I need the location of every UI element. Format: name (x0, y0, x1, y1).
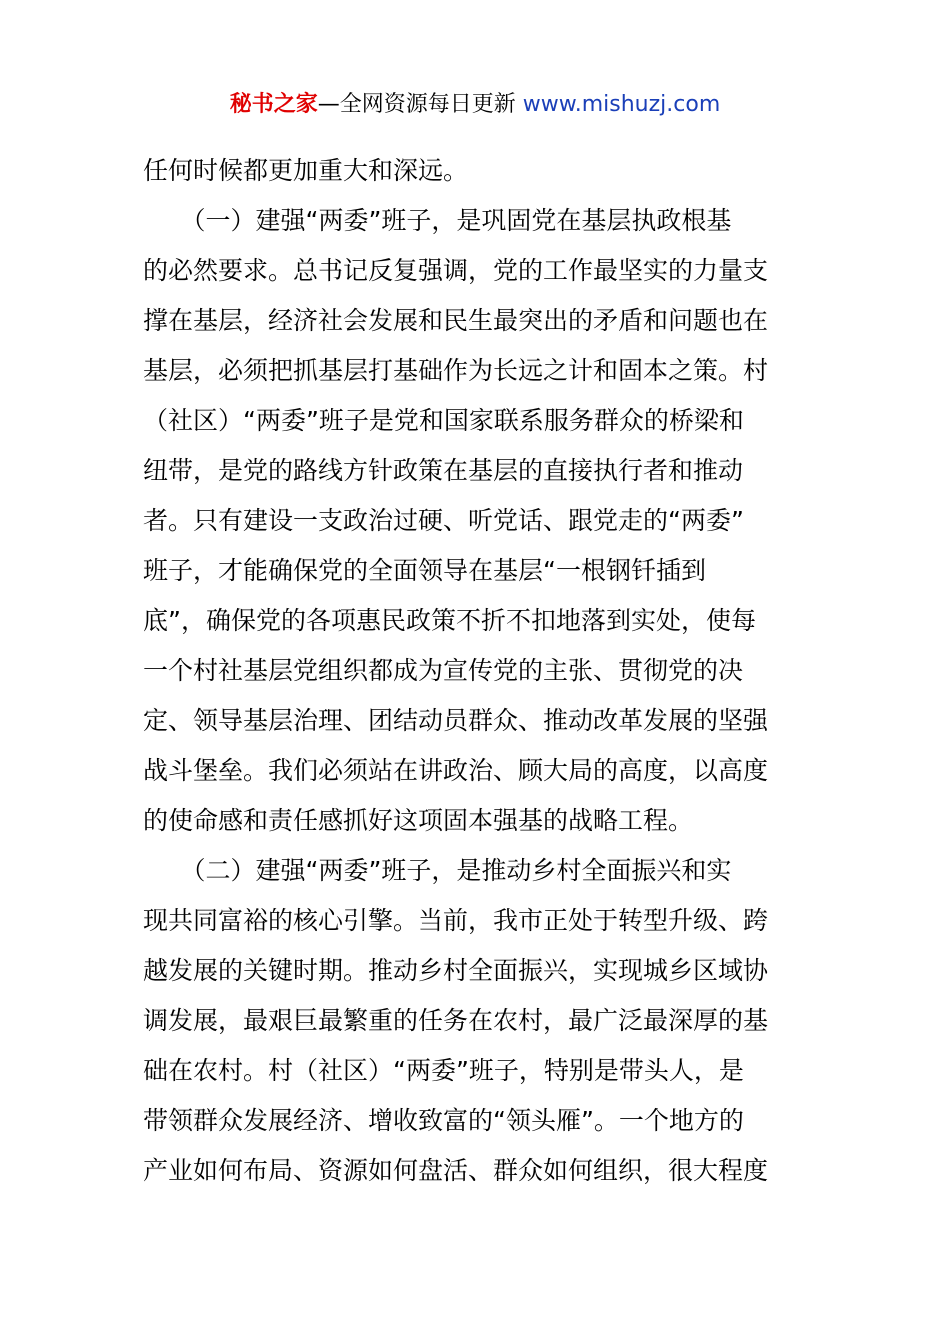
text-line: 基层，必须把抓基层打基础作为长远之计和固本之策。村 (143, 356, 769, 385)
text-line: 定、领导基层治理、团结动员群众、推动改革发展的坚强 (143, 706, 769, 735)
text-line: 现共同富裕的核心引擎。当前，我市正处于转型升级、跨 (143, 906, 769, 935)
site-header (0, 90, 950, 120)
text-line: 任何时候都更加重大和深远。 (143, 156, 469, 185)
document-body (143, 146, 813, 1196)
text-line: 战斗堡垒。我们必须站在讲政治、顾大局的高度，以高度 (143, 756, 769, 785)
text-line: 撑在基层，经济社会发展和民生最突出的矛盾和问题也在 (143, 306, 769, 335)
text-line: 底”，确保党的各项惠民政策不折不扣地落到实处，使每 (143, 606, 756, 635)
text-line: 纽带，是党的路线方针政策在基层的直接执行者和推动 (143, 456, 744, 485)
text-line: 班子，才能确保党的全面领导在基层“一根钢钎插到 (143, 556, 706, 585)
text-line: 础在农村。村（社区）“两委”班子，特别是带头人，是 (143, 1056, 744, 1085)
site-url-link[interactable]: www.mishuzj.com (522, 92, 721, 117)
text-line: 带领群众发展经济、增收致富的“领头雁”。一个地方的 (143, 1106, 744, 1135)
text-line: （二）建强“两委”班子，是推动乡村全面振兴和实 (143, 856, 732, 885)
text-line: 的必然要求。总书记反复强调，党的工作最坚实的力量支 (143, 256, 769, 285)
site-tagline: —全网资源每日更新 (317, 92, 523, 117)
text-line: 者。只有建设一支政治过硬、听党话、跟党走的“两委” (143, 506, 744, 535)
text-line: 调发展，最艰巨最繁重的任务在农村，最广泛最深厚的基 (143, 1006, 769, 1035)
text-line: （社区）“两委”班子是党和国家联系服务群众的桥梁和 (143, 406, 744, 435)
text-line: （一）建强“两委”班子，是巩固党在基层执政根基 (143, 206, 732, 235)
text-line: 一个村社基层党组织都成为宣传党的主张、贯彻党的决 (143, 656, 744, 685)
text-line: 越发展的关键时期。推动乡村全面振兴，实现城乡区域协 (143, 956, 769, 985)
site-brand: 秘书之家 (229, 92, 318, 117)
text-line: 的使命感和责任感抓好这项固本强基的战略工程。 (143, 806, 694, 835)
text-line: 产业如何布局、资源如何盘活、群众如何组织，很大程度 (143, 1156, 769, 1185)
